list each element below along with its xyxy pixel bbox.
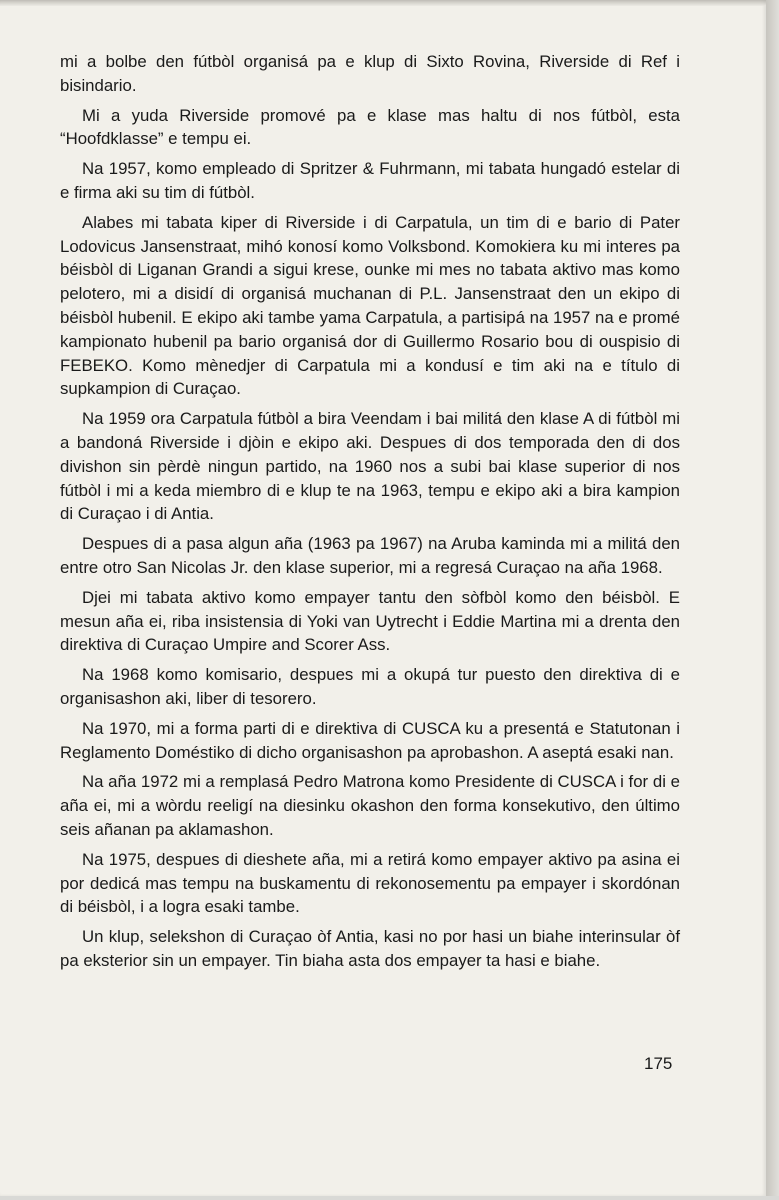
paragraph: Na 1959 ora Carpatula fútbòl a bira Veendam i bai militá den klase A di fútbòl mi a bandoná Riverside i djòin e ekipo aki. Despues di dos temporada den di dos divishon sin pèrdè ningun partido, na 1960 nos a subi bai klase superior di nos fútbòl i mi a keda miembro di e klup te na 1963, tempu e ekipo aki a bira kampion di Curaçao i di Antia. <box>60 409 680 524</box>
body-text <box>60 50 680 979</box>
paragraph: Na 1968 komo komisario, despues mi a okupá tur puesto den direktiva di e organisashon aki, liber di tesorero. <box>60 665 680 708</box>
paragraph: Alabes mi tabata kiper di Riverside i di Carpatula, un tim di e bario di Pater Lodovicus Jansenstraat, mihó konosí komo Volksbond. Komokiera ku mi interes pa béisbòl di Liganan Grandi a sigui krese, ounke mi mes no tabata aktivo mas komo pelotero, mi a disidí di organisá muchanan di P.L. Jansenstraat den un ekipo di béisbòl hubenil. E ekipo aki tambe yama Carpatula, a partisipá na 1957 na e promé kampionato hubenil pa bario organisá dor di Guillermo Rosario bou di ouspisio di FEBEKO. Komo mènedjer di Carpatula mi a kondusí e tim aki na e título di supkampion di Curaçao. <box>60 212 680 399</box>
paragraph: Djei mi tabata aktivo komo empayer tantu den sòfbòl komo den béisbòl. E mesun aña ei, riba insistensia di Yoki van Uytrecht i Eddie Martina mi a drenta den direktiva di Curaçao Umpire and Scorer Ass. <box>60 587 680 655</box>
paragraph: Na 1975, despues di dieshete aña, mi a retirá komo empayer aktivo pa asina ei por dedicá mas tempu na buskamentu di rekonosementu pa empayer i skordónan di béisbòl, i a logra esaki tambe. <box>60 849 680 917</box>
paragraph: Na aña 1972 mi a remplasá Pedro Matrona komo Presidente di CUSCA i for di e aña ei, mi a wòrdu reeligí na diesinku okashon den forma konsekutivo, den último seis añanan pa aklamashon. <box>60 772 680 839</box>
paragraph: mi a bolbe den fútbòl organisá pa e klup di Sixto Rovina, Riverside di Ref i bisindario. <box>60 52 680 95</box>
paragraph: Na 1970, mi a forma parti di e direktiva di CUSCA ku a presentá e Statutonan i Reglamento Doméstiko di dicho organisashon pa aprobashon. A aseptá esaki nan. <box>60 718 680 762</box>
page-top-edge <box>0 0 766 6</box>
paragraph: Despues di a pasa algun aña (1963 pa 1967) na Aruba kaminda mi a militá den entre otro San Nicolas Jr. den klase superior, mi a regresá Curaçao na aña 1968. <box>60 534 680 577</box>
paragraph: Na 1957, komo empleado di Spritzer & Fuhrmann, mi tabata hungadó estelar di e firma aki su tim di fútbòl. <box>60 159 680 202</box>
paragraph: Mi a yuda Riverside promové pa e klase mas haltu di nos fútbòl, esta “Hoofdklasse” e tempu ei. <box>60 105 680 149</box>
paragraph: Un klup, selekshon di Curaçao òf Antia, kasi no por hasi un biahe interinsular òf pa eksterior sin un empayer. Tin biaha asta dos empayer ta hasi e biahe. <box>60 927 680 970</box>
page-number: 175 <box>644 1054 673 1073</box>
